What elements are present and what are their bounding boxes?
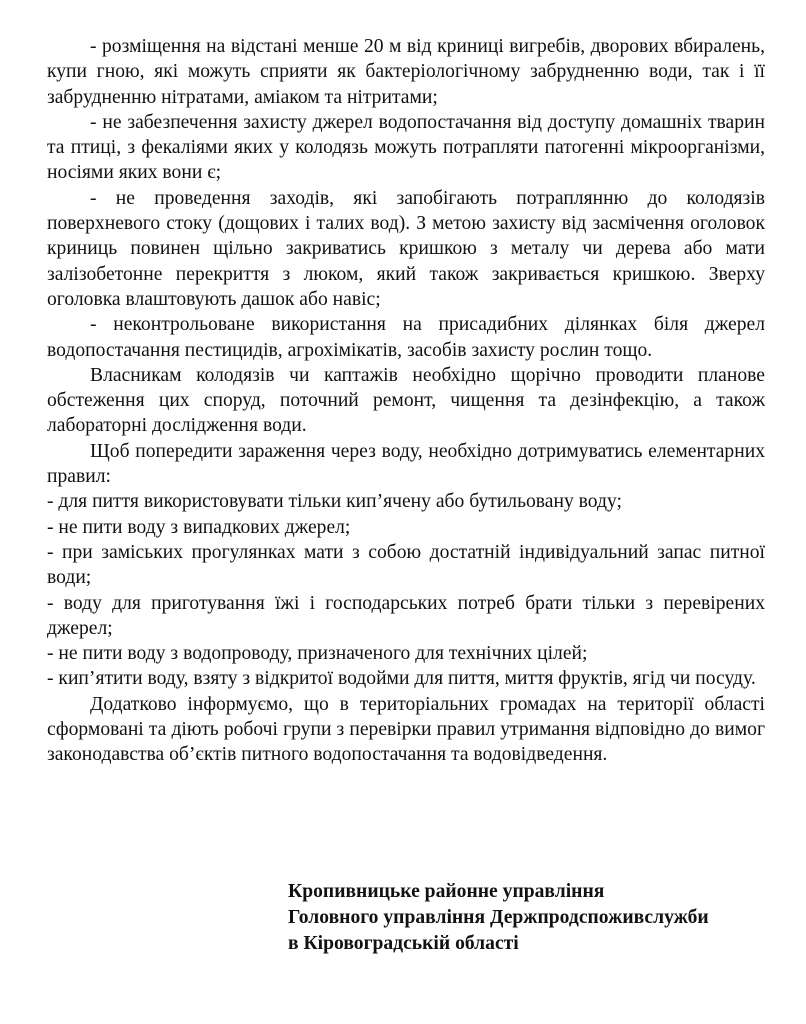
rule-item: - кип’ятити воду, взяту з відкритої водойми для пиття, миття фруктів, ягід чи посуду. — [47, 668, 756, 690]
signature-line: в Кіровоградській області — [288, 933, 519, 954]
rule-item: - воду для приготування їжі і господарських потреб брати тільки з перевірених джерел; — [47, 592, 765, 639]
rules-list — [47, 489, 765, 691]
rule-item: - не пити воду з випадкових джерел; — [47, 516, 351, 538]
document-body — [47, 34, 765, 768]
paragraph-surface-runoff: - не проведення заходів, які запобігають потраплянню до колодязів поверхневого стоку (дощових і талих вод). З метою захисту від засмічення оголовок криниць повинен щільно закриватись кришкою з металу чи дерева або мати залізобетонне перекриття з люком, який також закривається кришкою. Зверху оголовка влаштовують дашок або навіс; — [47, 187, 765, 310]
rule-item: - для пиття використовувати тільки кип’ячену або бутильовану воду; — [47, 491, 622, 513]
paragraph-wells-distance: - розміщення на відстані менше 20 м від криниці вигребів, дворових вбиралень, купи гною, які можуть сприяти як бактеріологічному забрудненню води, так і її забрудненню нітратами, аміаком та нітритами; — [47, 36, 765, 108]
paragraph-animal-protection: - не забезпечення захисту джерел водопостачання від доступу домашніх тварин та птиці, з фекаліями яких у колодязь можуть потрапляти патогенні мікроорганізми, носіями яких вони є; — [47, 111, 765, 184]
paragraph-rules-intro: Щоб попередити зараження через воду, необхідно дотримуватись елементарних правил: — [47, 440, 765, 488]
paragraph-owners-inspection: Власникам колодязів чи каптажів необхідно щорічно проводити планове обстеження цих споруд, поточний ремонт, чищення та дезінфекцію, а також лабораторні дослідження води. — [47, 364, 765, 437]
rule-item: - не пити воду з водопроводу, призначеного для технічних цілей; — [47, 643, 588, 665]
paragraph-closing: Додатково інформуємо, що в територіальних громадах на території області сформовані та діють робочі групи з перевірки правил утримання відповідно до вимог законодавства об’єктів питного водопостачання та водовідведення. — [47, 693, 765, 766]
signature-line: Головного управління Держпродспоживслужби — [288, 907, 709, 928]
signature-block — [288, 879, 709, 957]
signature-line: Кропивницьке районне управління — [288, 881, 605, 902]
paragraph-pesticides: - неконтрольоване використання на присадибних ділянках біля джерел водопостачання пестицидів, агрохімікатів, засобів захисту рослин тощо. — [47, 314, 765, 361]
rule-item: - при заміських прогулянках мати з собою достатній індивідуальний запас питної води; — [47, 541, 765, 589]
